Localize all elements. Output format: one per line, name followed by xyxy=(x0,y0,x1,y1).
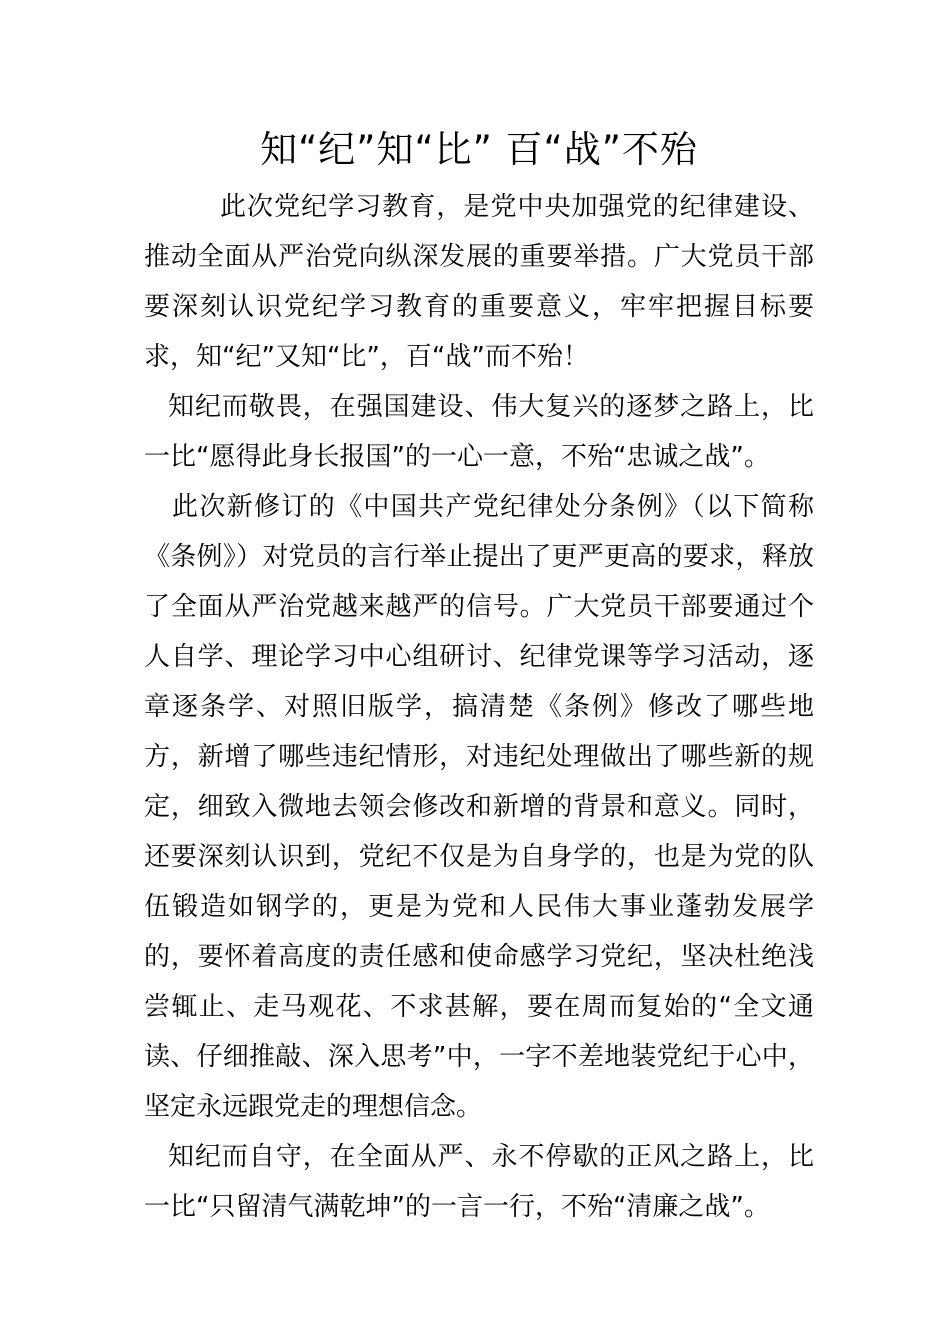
paragraph-loyalty: 知纪而敬畏，在强国建设、伟大复兴的逐梦之路上，比一比“愿得此身长报国”的一心一意，不殆“忠诚之战”。 xyxy=(144,392,814,472)
document-page xyxy=(144,122,814,1232)
paragraph-integrity: 知纪而自守，在全面从严、永不停歇的正风之路上，比一比“只留清气满乾坤”的一言一行，不殆“清廉之战”。 xyxy=(144,1142,814,1222)
paragraph-intro: 此次党纪学习教育，是党中央加强党的纪律建设、推动全面从严治党向纵深发展的重要举措。广大党员干部要深刻认识党纪学习教育的重要意义，牢牢把握目标要求，知“纪”又知“比”，百“战”而不殆！ xyxy=(144,192,814,372)
paragraph-regulations: 此次新修订的《中国共产党纪律处分条例》（以下简称《条例》）对党员的言行举止提出了更严更高的要求，释放了全面从严治党越来越严的信号。广大党员干部要通过个人自学、理论学习中心组研讨、纪律党课等学习活动，逐章逐条学、对照旧版学，搞清楚《条例》修改了哪些地方，新增了哪些违纪情形，对违纪处理做出了哪些新的规定，细致入微地去领会修改和新增的背景和意义。同时，还要深刻认识到，党纪不仅是为自身学的，也是为党的队伍锻造如钢学的，更是为党和人民伟大事业蓬勃发展学的，要怀着高度的责任感和使命感学习党纪，坚决杜绝浅尝辄止、走马观花、不求甚解，要在周而复始的“全文通读、仔细推敲、深入思考”中，一字不差地装党纪于心中，坚定永远跟党走的理想信念。 xyxy=(144,492,814,1122)
document-title: 知“纪”知“比” 百“战”不殆 xyxy=(260,128,698,171)
